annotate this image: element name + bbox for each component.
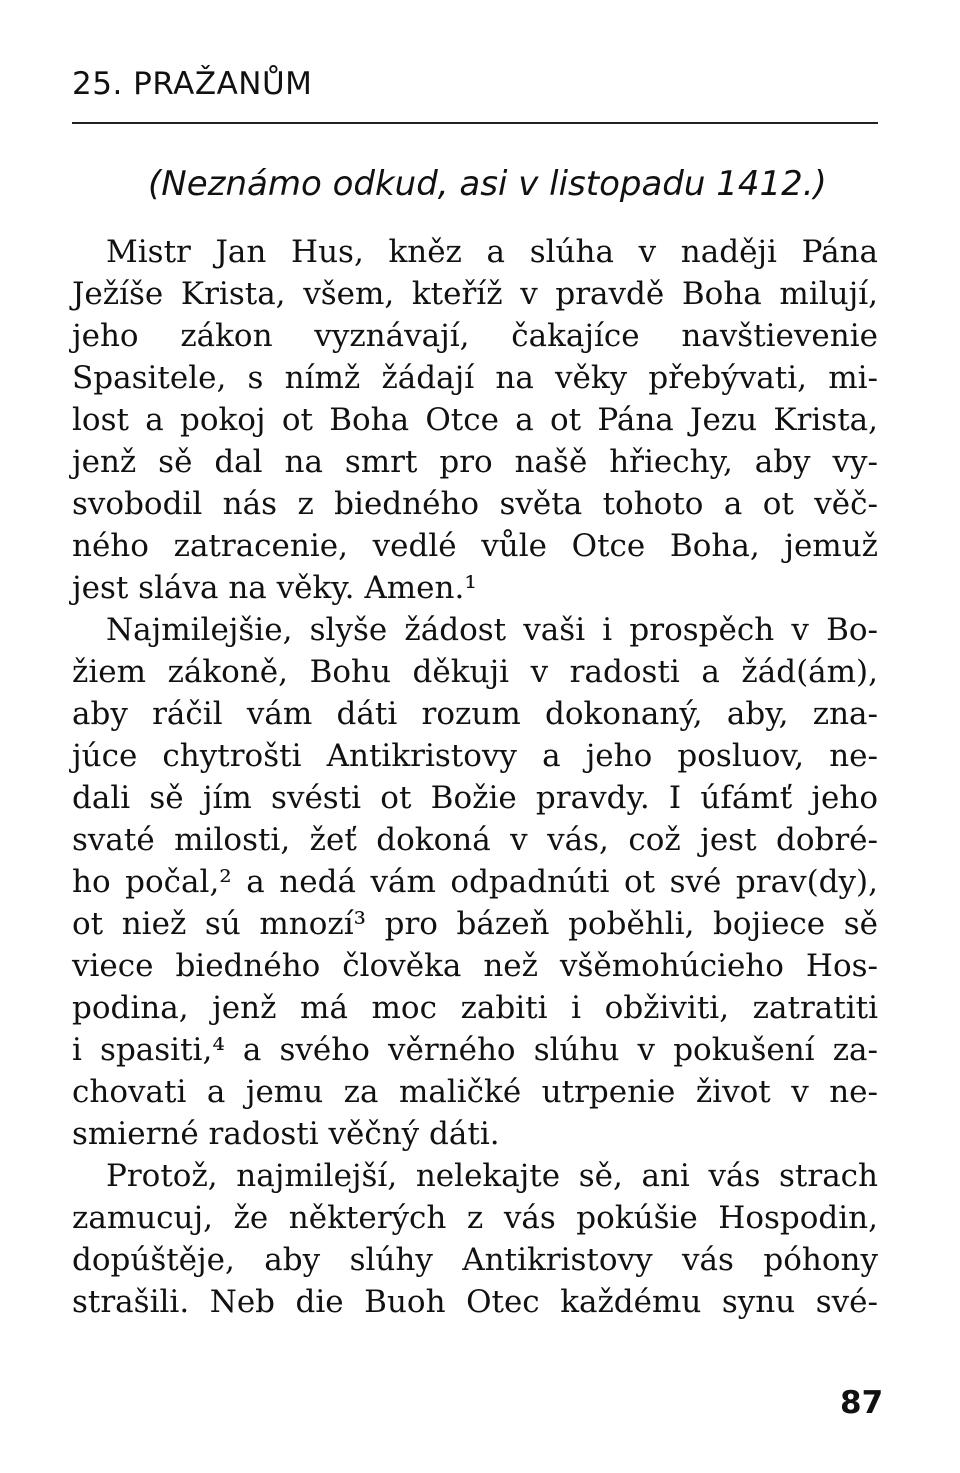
- text-line: jeho zákon vyznávají, čakajíce navštievenie: [72, 318, 878, 354]
- text-line: aby ráčil vám dáti rozum dokonaný, aby, zna-: [72, 696, 878, 732]
- text-line: i spasiti,⁴ a svého věrného slúhu v pokušení za-: [72, 1032, 878, 1068]
- text-line: ného zatracenie, vedlé vůle Otce Boha, jemuž: [72, 528, 878, 564]
- text-line: Najmilejšie, slyše žádost vaši i prospěch v Bo-: [106, 612, 878, 648]
- text-line: ho počal,² a nedá vám odpadnúti ot své prav(dy),: [72, 864, 878, 900]
- text-line: svobodil nás z biedného světa tohoto a ot věč-: [72, 486, 878, 522]
- text-line: smierné radosti věčný dáti.: [72, 1116, 500, 1152]
- text-line: jenž sě dal na smrt pro našě hřiechy, aby vy-: [72, 444, 878, 480]
- text-line: dopúštěje, aby slúhy Antikristovy vás póhony: [72, 1242, 878, 1278]
- text-line: chovati a jemu za maličké utrpenie život v ne-: [72, 1074, 878, 1110]
- text-line: strašili. Neb die Buoh Otec každému synu své-: [72, 1284, 878, 1320]
- text-line: jest sláva na věky. Amen.¹: [72, 570, 477, 606]
- header-rule: [72, 122, 878, 124]
- text-line: svaté milosti, žeť dokoná v vás, což jest dobré-: [72, 822, 878, 858]
- text-line: Ježíše Krista, všem, kteříž v pravdě Boha milují,: [72, 276, 878, 312]
- page-number: 87: [840, 1385, 884, 1421]
- text-line: podina, jenž má moc zabiti i obživiti, zatratiti: [72, 990, 878, 1026]
- text-line: Protož, najmilejší, nelekajte sě, ani vás strach: [106, 1158, 878, 1194]
- letter-dateline: (Neznámo odkud, asi v listopadu 1412.): [148, 164, 827, 204]
- text-line: júce chytrošti Antikristovy a jeho posluov, ne-: [72, 738, 878, 774]
- text-line: Spasitele, s nímž žádají na věky přebývati, mi-: [72, 360, 878, 396]
- text-line: žiem zákoně, Bohu děkuji v radosti a žád(ám),: [72, 654, 878, 690]
- text-line: Mistr Jan Hus, kněz a slúha v naději Pána: [106, 234, 878, 270]
- text-line: zamucuj, že některých z vás pokúšie Hospodin,: [72, 1200, 878, 1236]
- text-line: dali sě jím svésti ot Božie pravdy. I úfámť jeho: [72, 780, 878, 816]
- text-line: lost a pokoj ot Boha Otce a ot Pána Jezu Krista,: [72, 402, 878, 438]
- chapter-heading: 25. PRAŽANŮM: [72, 66, 313, 102]
- letter-body: [72, 231, 878, 1323]
- text-line: viece biedného člověka než všěmohúcieho Hos-: [72, 948, 878, 984]
- text-line: ot niež sú mnozí³ pro bázeň poběhli, bojiece sě: [72, 906, 878, 942]
